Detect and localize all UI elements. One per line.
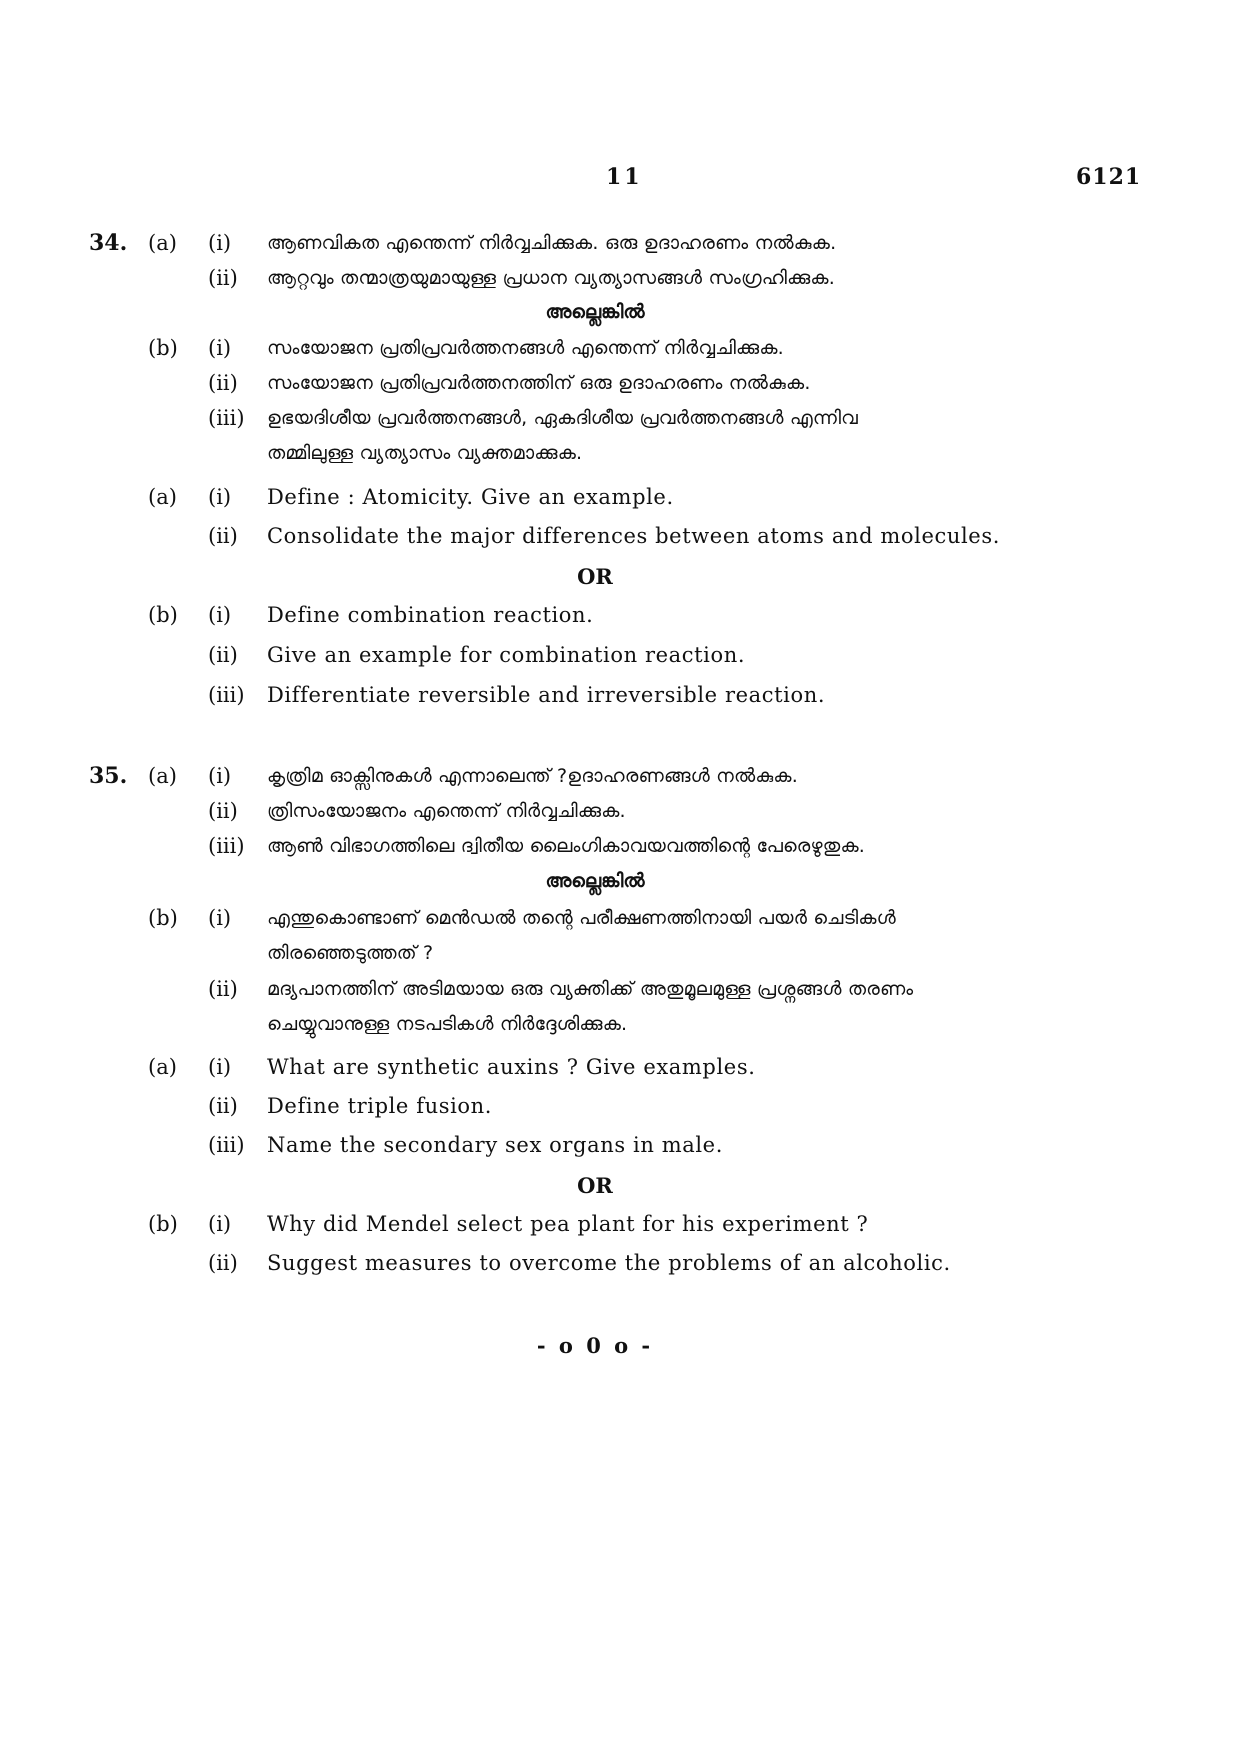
part-label: (b) — [148, 336, 178, 360]
subpart-label: (ii) — [208, 266, 238, 290]
subpart-label: (ii) — [208, 1094, 238, 1118]
question-text: Define combination reaction. — [267, 603, 594, 627]
question-text: ത്രിസംയോജനം എന്തെന്ന് നിർവ്വചിക്കുക. — [267, 800, 626, 822]
question-text: എന്തുകൊണ്ടാണ് മെൻഡൽ തന്റെ പരീക്ഷണത്തിനായി പയർ ചെടികൾ — [267, 907, 896, 929]
question-text: തിരഞ്ഞെടുത്തത് ? — [267, 942, 434, 964]
subpart-label: (ii) — [208, 524, 238, 548]
subpart-label: (iii) — [208, 834, 245, 858]
question-text: സംയോജന പ്രതിപ്രവർത്തനത്തിന് ഒരു ഉദാഹരണം നൽകുക. — [267, 372, 811, 394]
question-text: Define triple fusion. — [267, 1094, 493, 1118]
subpart-label: (i) — [208, 764, 232, 788]
subpart-label: (i) — [208, 906, 232, 930]
question-text: ചെയ്യുവാനുള്ള നടപടികൾ നിർദ്ദേശിക്കുക. — [267, 1013, 628, 1035]
subpart-label: (ii) — [208, 977, 238, 1001]
end-mark: - o 0 o - — [536, 1333, 654, 1358]
or-separator: OR — [577, 1173, 613, 1198]
question-text: Why did Mendel select pea plant for his experiment ? — [267, 1212, 869, 1236]
question-text: ഉഭയദിശീയ പ്രവർത്തനങ്ങൾ, ഏകദിശീയ പ്രവർത്തനങ്ങൾ എന്നിവ — [267, 407, 859, 429]
question-text: Give an example for combination reaction. — [267, 643, 746, 667]
part-label: (b) — [148, 603, 178, 627]
question-text: ആറ്റവും തന്മാത്രയുമായുള്ള പ്രധാന വ്യത്യാസങ്ങൾ സംഗ്രഹിക്കുക. — [267, 267, 835, 289]
subpart-label: (ii) — [208, 643, 238, 667]
question-text: സംയോജന പ്രതിപ്രവർത്തനങ്ങൾ എന്തെന്ന് നിർവ്വചിക്കുക. — [267, 337, 784, 359]
subpart-label: (i) — [208, 1055, 232, 1079]
question-text: മദ്യപാനത്തിന് അടിമയായ ഒരു വ്യക്തിക്ക് അതുമൂലമുള്ള പ്രശ്നങ്ങൾ തരണം — [267, 978, 914, 1000]
question-text: കൃത്രിമ ഓക്സിനുകൾ എന്നാലെന്ത് ?ഉദാഹരണങ്ങൾ നൽകുക. — [267, 765, 798, 787]
paper-code: 6121 — [1076, 164, 1142, 190]
part-label: (a) — [148, 764, 177, 788]
question-text: Name the secondary sex organs in male. — [267, 1133, 723, 1157]
subpart-label: (iii) — [208, 683, 245, 707]
subpart-label: (i) — [208, 336, 232, 360]
subpart-label: (i) — [208, 485, 232, 509]
part-label: (a) — [148, 231, 177, 255]
subpart-label: (i) — [208, 603, 232, 627]
subpart-label: (ii) — [208, 371, 238, 395]
part-label: (b) — [148, 906, 178, 930]
question-number: 34. — [89, 230, 128, 256]
part-label: (a) — [148, 485, 177, 509]
subpart-label: (iii) — [208, 1133, 245, 1157]
part-label: (a) — [148, 1055, 177, 1079]
or-separator: അല്ലെങ്കിൽ — [545, 301, 645, 323]
subpart-label: (iii) — [208, 406, 245, 430]
question-text: What are synthetic auxins ? Give examples. — [267, 1055, 756, 1079]
question-text: ആൺ വിഭാഗത്തിലെ ദ്വിതീയ ലൈംഗികാവയവത്തിന്റെ പേരെഴുതുക. — [267, 835, 866, 857]
subpart-label: (ii) — [208, 799, 238, 823]
question-text: Differentiate reversible and irreversible reaction. — [267, 683, 826, 707]
question-text: Consolidate the major differences between atoms and molecules. — [267, 524, 1000, 548]
page-number: 11 — [606, 164, 643, 190]
or-separator: അല്ലെങ്കിൽ — [545, 870, 645, 892]
question-text: Suggest measures to overcome the problems of an alcoholic. — [267, 1251, 951, 1275]
question-number: 35. — [89, 763, 128, 789]
part-label: (b) — [148, 1212, 178, 1236]
subpart-label: (i) — [208, 1212, 232, 1236]
question-text: Define : Atomicity. Give an example. — [267, 485, 674, 509]
question-text: തമ്മിലുള്ള വ്യത്യാസം വ്യക്തമാക്കുക. — [267, 442, 583, 464]
subpart-label: (i) — [208, 231, 232, 255]
question-text: ആണവികത എന്തെന്ന് നിർവ്വചിക്കുക. ഒരു ഉദാഹരണം നൽകുക. — [267, 232, 837, 254]
or-separator: OR — [577, 564, 613, 589]
subpart-label: (ii) — [208, 1251, 238, 1275]
